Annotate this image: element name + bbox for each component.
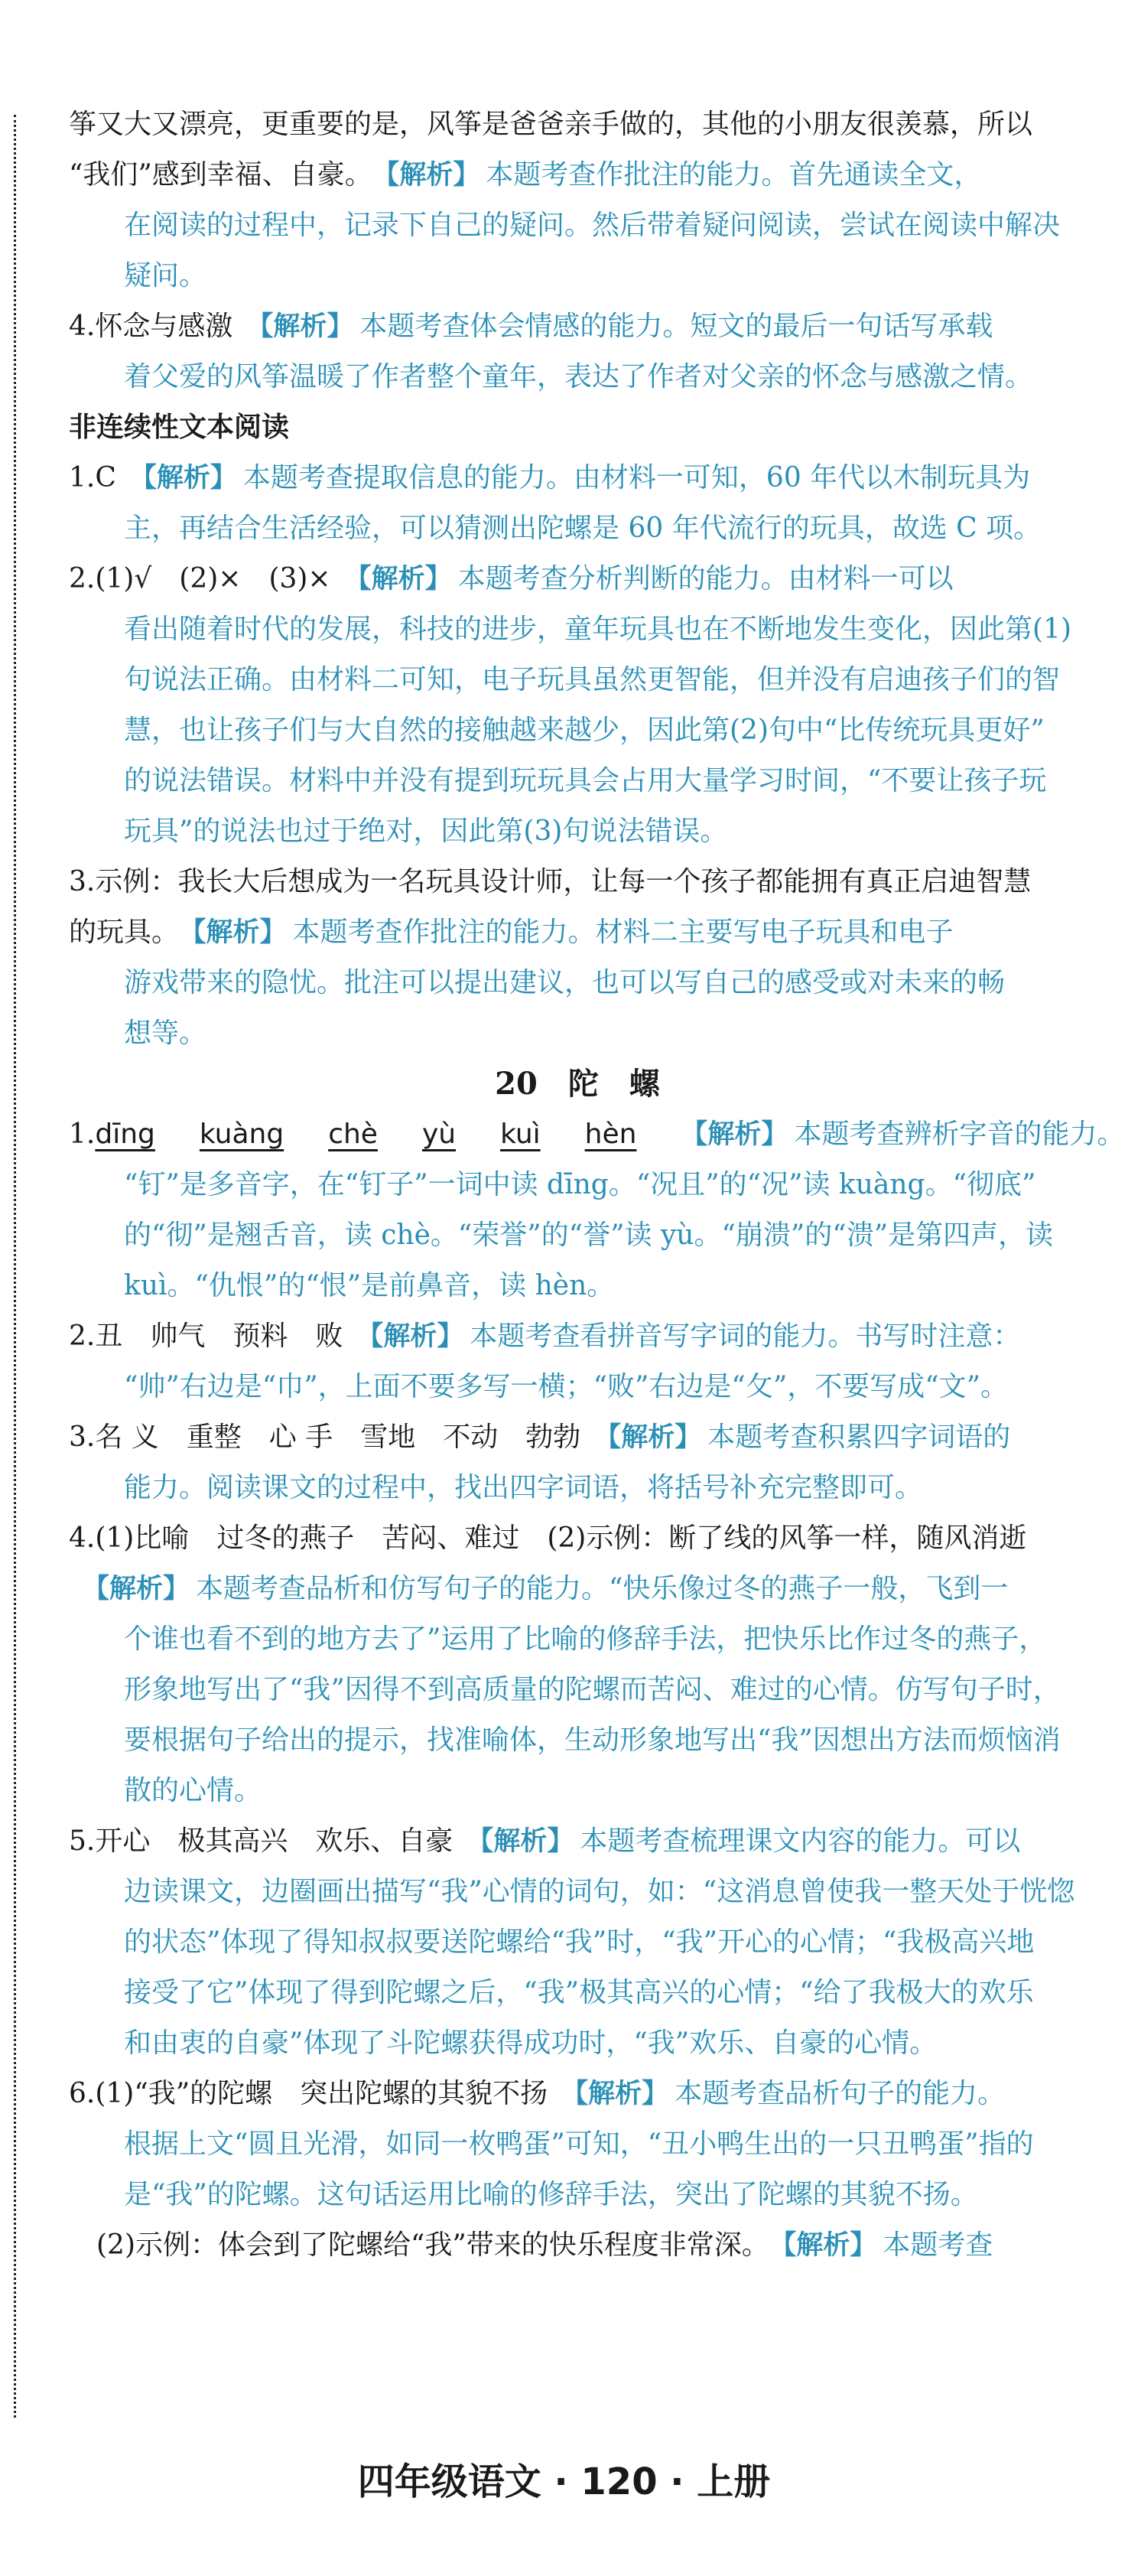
analysis-text: “帅”右边是“巾”，上面不要多写一横；“败”右边是“攵”，不要写成“文”。 [124,1371,1009,1402]
analysis-text: 看出随着时代的发展，科技的进步，童年玩具也在不断地发生变化，因此第(1) [124,614,1071,645]
answer-line [69,503,1086,554]
answer-line [69,756,1086,806]
analysis-tag: 【解析】 [466,1826,574,1857]
analysis-text: 本题考查提取信息的能力。由材料一可知，60 年代以木制玩具为 [242,462,1031,493]
analysis-text: 本题考查分析判断的能力。由材料一可以 [457,563,954,594]
answer-line [69,2119,1086,2170]
answer-line [69,604,1086,655]
answer-text: 1.C [69,462,116,493]
answer-line [69,1311,1086,1362]
answer-line [69,1362,1086,1412]
pinyin-answer: kuì [500,1119,541,1150]
analysis-text: 根据上文“圆且光滑，如同一枚鸭蛋”可知，“丑小鸭生出的一只丑鸭蛋”指的 [124,2128,1034,2160]
answer-line [69,1412,1086,1463]
analysis-text: 在阅读的过程中，记录下自己的疑问。然后带着疑问阅读，尝试在阅读中解决 [124,210,1061,241]
answer-text: 3.示例：我长大后想成为一名玩具设计师，让每一个孩子都能拥有真正启迪智慧 [69,866,1032,897]
analysis-tag: 【解析】 [594,1422,702,1453]
answer-line [69,150,1086,200]
analysis-tag: 【解析】 [561,2079,669,2109]
answer-line [69,1715,1086,1766]
answer-line [69,655,1086,705]
answer-line [69,1564,1086,1614]
answer-text: 的玩具。 [69,917,180,948]
analysis-tag: 【解析】 [83,1574,190,1604]
answer-line [69,1210,1086,1261]
answer-text: 4.(1)比喻 过冬的燕子 苦闷、难过 (2)示例：断了线的风筝一样，随风消逝 [69,1522,1027,1554]
answer-line [69,2018,1086,2069]
answer-text: 筝又大又漂亮，更重要的是，风筝是爸爸亲手做的，其他的小朋友很羡慕，所以 [69,109,1033,140]
analysis-text: “钉”是多音字，在“钉子”一词中读 dīng。“况且”的“况”读 kuàng。“彻底” [124,1169,1036,1200]
section-title: 非连续性文本阅读 [69,412,290,443]
answer-line [69,1463,1086,1513]
answer-text: 2.丑 帅气 预料 败 [69,1321,343,1352]
answer-content [69,99,1125,2271]
analysis-tag: 【解析】 [356,1321,464,1352]
analysis-text: 个谁也看不到的地方去了”运用了比喻的修辞手法，把快乐比作过冬的燕子， [124,1623,1047,1655]
answer-line [69,352,1086,402]
answer-line [69,806,1086,857]
answer-line [69,453,1086,503]
answer-line [69,2069,1086,2119]
answer-line [69,705,1086,756]
analysis-text: 句说法正确。由材料二可知，电子玩具虽然更智能，但并没有启迪孩子们的智 [124,664,1061,695]
analysis-text: 的状态”体现了得知叔叔要送陀螺给“我”时，“我”开心的心情；“我极高兴地 [124,1926,1035,1958]
answer-line [69,958,1086,1008]
answer-line [69,857,1086,907]
analysis-tag: 【解析】 [129,463,237,493]
answer-text: 6.(1)“我”的陀螺 突出陀螺的其貌不扬 [69,2078,548,2109]
analysis-text: 游戏带来的隐忧。批注可以提出建议，也可以写自己的感受或对未来的畅 [124,967,1006,998]
analysis-text: 疑问。 [124,260,207,291]
analysis-text: 本题考查辨析字音的能力。 [794,1119,1125,1150]
analysis-text: 本题考查梳理课文内容的能力。可以 [580,1825,1021,1857]
analysis-text: 和由衷的自豪”体现了斗陀螺获得成功时，“我”欢乐、自豪的心情。 [124,2027,938,2059]
answer-line [69,251,1086,301]
analysis-text: 边读课文，边圈画出描写“我”心情的词句，如：“这消息曾使我一整天处于恍惚 [124,1876,1075,1907]
answer-line [69,1614,1086,1665]
answer-text: 2.(1)√ (2)× (3)× [69,563,331,594]
analysis-text: 是“我”的陀螺。这句话运用比喻的修辞手法，突出了陀螺的其貌不扬。 [124,2179,978,2210]
answer-text: “我们”感到幸福、自豪。 [69,159,372,191]
analysis-text: 本题考查 [883,2229,993,2261]
answer-line [69,99,1086,150]
lesson-title: 20 陀 螺 [495,1066,660,1102]
pinyin-answer: hèn [584,1119,637,1150]
analysis-text: 接受了它”体现了得到陀螺之后，“我”极其高兴的心情；“给了我极大的欢乐 [124,1977,1034,2008]
pinyin-answer: chè [328,1119,378,1150]
pinyin-answer: dīng [95,1119,155,1150]
analysis-text: 本题考查作批注的能力。材料二主要写电子玩具和电子 [292,917,954,948]
analysis-text: kuì。“仇恨”的“恨”是前鼻音，读 hèn。 [124,1270,615,1301]
analysis-tag: 【解析】 [246,311,354,342]
analysis-text: 着父爱的风筝温暖了作者整个童年，表达了作者对父亲的怀念与感激之情。 [124,361,1033,392]
answer-text: 4.怀念与感激 [69,311,233,342]
analysis-text: 玩具”的说法也过于绝对，因此第(3)句说法错误。 [124,816,728,847]
answer-line [69,1109,1125,1160]
pinyin-answer: yù [421,1119,457,1150]
answer-line [69,1261,1086,1311]
page-footer: 四年级语文 · 120 · 上册 [357,2460,771,2503]
analysis-text: 能力。阅读课文的过程中，找出四字词语，将括号补充完整即可。 [124,1472,923,1503]
answer-line [69,1867,1086,1917]
analysis-text: 的说法错误。材料中并没有提到玩玩具会占用大量学习时间，“不要让孩子玩 [124,765,1047,796]
answer-line [69,1665,1086,1715]
analysis-text: 本题考查看拼音写字词的能力。书写时注意： [470,1321,1021,1352]
answer-line [69,1968,1086,2018]
analysis-tag: 【解析】 [681,1119,788,1150]
analysis-tag: 【解析】 [385,160,480,191]
answer-line [69,1766,1086,1816]
answer-line [69,2220,1086,2271]
answer-line [69,1008,1086,1059]
dotted-margin-rule [14,115,16,2418]
answer-text: (2)示例：体会到了陀螺给“我”带来的快乐程度非常深。 [69,2229,769,2261]
analysis-text: 本题考查品析和仿写句子的能力。“快乐像过冬的燕子一般，飞到一 [196,1573,1009,1604]
analysis-text: 本题考查作批注的能力。首先通读全文， [486,159,982,191]
answer-text: 3.名 义 重整 心 手 雪地 不动 勃勃 [69,1422,581,1453]
analysis-tag: 【解析】 [344,564,452,594]
analysis-text: 形象地写出了“我”因得不到高质量的陀螺而苦闷、难过的心情。仿写句子时， [124,1674,1061,1705]
answer-line [69,1513,1086,1564]
analysis-tag: 【解析】 [782,2230,877,2261]
answer-line [69,301,1086,352]
answer-line [69,554,1086,604]
answer-line [69,2170,1086,2220]
analysis-text: 想等。 [124,1018,207,1049]
analysis-text: 主，再结合生活经验，可以猜测出陀螺是 60 年代流行的玩具，故选 C 项。 [124,513,1042,544]
answer-line [69,1160,1086,1210]
analysis-text: 要根据句子给出的提示，找准喻体，生动形象地写出“我”因想出方法而烦恼消 [124,1724,1061,1756]
analysis-text: 本题考查体会情感的能力。短文的最后一句话写承载 [359,311,993,342]
answer-line [69,1917,1086,1968]
pinyin-answer: kuàng [199,1119,284,1150]
answer-line [69,200,1086,251]
question-number: 1. [69,1119,96,1150]
analysis-text: 的“彻”是翘舌音，读 chè。“荣誉”的“誉”读 yù。“崩溃”的“溃”是第四声，读 [124,1220,1054,1251]
analysis-text: 慧，也让孩子们与大自然的接触越来越少，因此第(2)句中“比传统玩具更好” [124,715,1045,746]
analysis-text: 本题考查品析句子的能力。 [675,2078,1006,2109]
answer-text: 5.开心 极其高兴 欢乐、自豪 [69,1825,453,1857]
answer-line [69,1816,1086,1867]
analysis-tag: 【解析】 [193,917,287,948]
analysis-text: 本题考查积累四字词语的 [707,1422,1011,1453]
answer-line [69,907,1086,958]
analysis-text: 散的心情。 [124,1775,262,1806]
